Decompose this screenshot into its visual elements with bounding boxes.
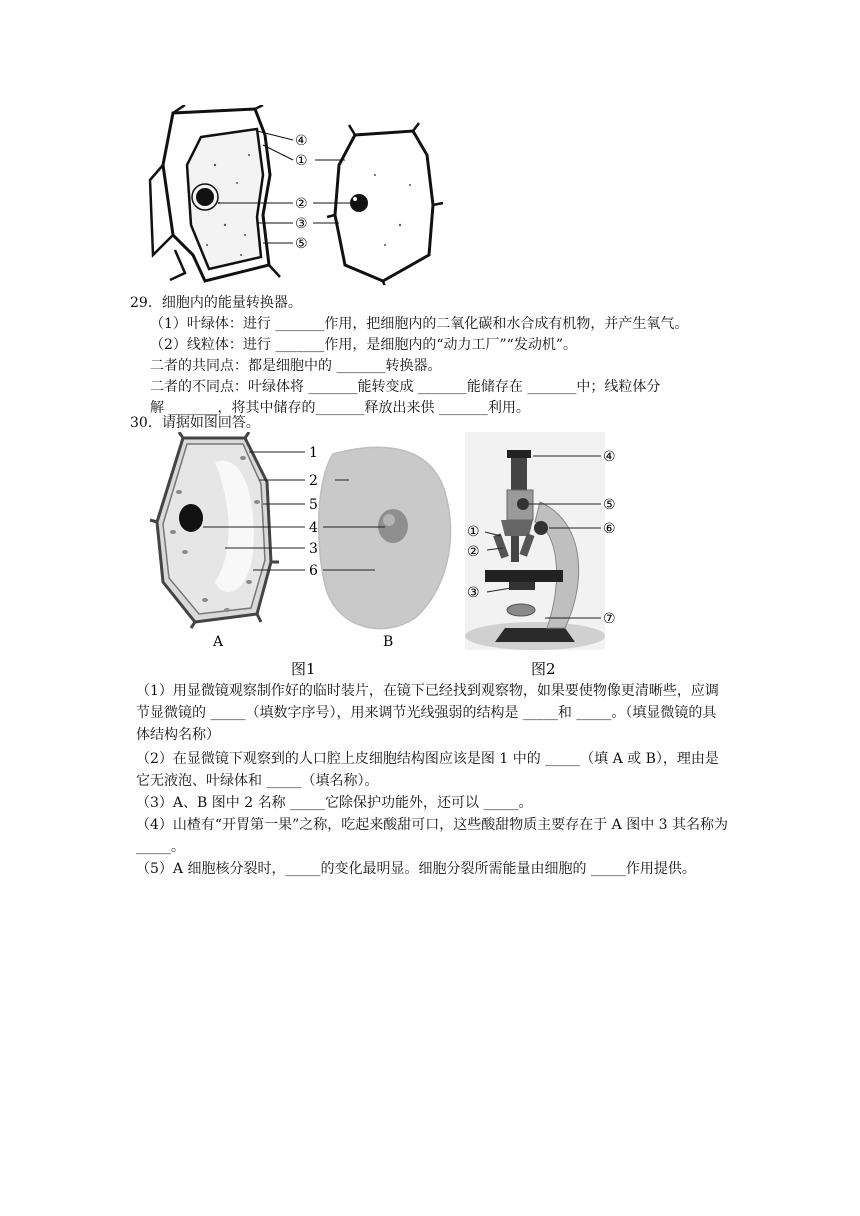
q29-line4: 二者的不同点：叶绿体将 _______能转变成 _______能储存在 _______中；线粒体分 — [150, 379, 661, 395]
figure-plant-cells — [145, 105, 465, 285]
label-2: ② — [295, 195, 308, 211]
q30-title: 30．请据如图回答。 — [130, 415, 260, 431]
fig1-label-3: 3 — [309, 541, 318, 557]
label-1: ① — [295, 152, 308, 168]
label-5: ⑤ — [295, 235, 308, 251]
figure-cells-and-microscope — [145, 432, 645, 678]
q30-part1: （1）用显微镜观察制作好的临时装片，在镜下已经找到观察物，如果要使物像更清晰些，应调节显微镜的 _____（填数字序号），用来调节光线强弱的结构是 _____和 _____。（填显微镜的具体结构名称） — [136, 683, 719, 743]
fig2-label-3: ③ — [467, 584, 480, 600]
caption-fig2: 图2 — [531, 660, 556, 678]
q29-line5: 解 _______，将其中储存的_______释放出来供 _______利用。 — [150, 400, 530, 416]
fig1-label-4: 4 — [309, 520, 318, 536]
fig2-label-4: ④ — [603, 448, 616, 464]
label-3: ③ — [295, 215, 308, 231]
fig1-label-6: 6 — [309, 563, 318, 579]
q29-line1: （1）叶绿体：进行 _______作用，把细胞内的二氧化碳和水合成有机物，并产生氧气。 — [150, 316, 689, 332]
cell-b-label: B — [383, 634, 394, 650]
fig2-label-7: ⑦ — [603, 610, 616, 626]
q29-title: 29．细胞内的能量转换器。 — [130, 295, 302, 311]
q30-part4: （4）山楂有“开胃第一果”之称，吃起来酸甜可口，这些酸甜物质主要存在于 A 图中 3 其名称为 _____。 — [136, 817, 729, 855]
q29-line3: 二者的共同点：都是细胞中的 _______转换器。 — [150, 358, 442, 374]
label-4: ④ — [295, 132, 308, 148]
fig1-label-5: 5 — [309, 497, 318, 513]
q30-part3: （3）A、B 图中 2 名称 _____它除保护功能外，还可以 _____。 — [136, 795, 533, 811]
q29-line2: （2）线粒体：进行 _______作用，是细胞内的“动力工厂”“发动机”。 — [150, 337, 577, 353]
q30-part2: （2）在显微镜下观察到的人口腔上皮细胞结构图应该是图 1 中的 _____（填 A 或 B），理由是它无液泡、叶绿体和 _____（填名称）。 — [136, 751, 719, 789]
caption-fig1: 图1 — [291, 660, 316, 678]
fig1-label-1: 1 — [309, 445, 318, 461]
cell-a-label: A — [213, 634, 224, 650]
fig2-label-2: ② — [467, 543, 480, 559]
fig2-label-5: ⑤ — [603, 496, 616, 512]
fig1-label-2: 2 — [309, 473, 318, 489]
fig2-label-6: ⑥ — [603, 520, 616, 536]
q30-part5: （5）A 细胞核分裂时，_____的变化最明显。细胞分裂所需能量由细胞的 _____作用提供。 — [136, 861, 696, 877]
fig2-label-1: ① — [467, 523, 480, 539]
